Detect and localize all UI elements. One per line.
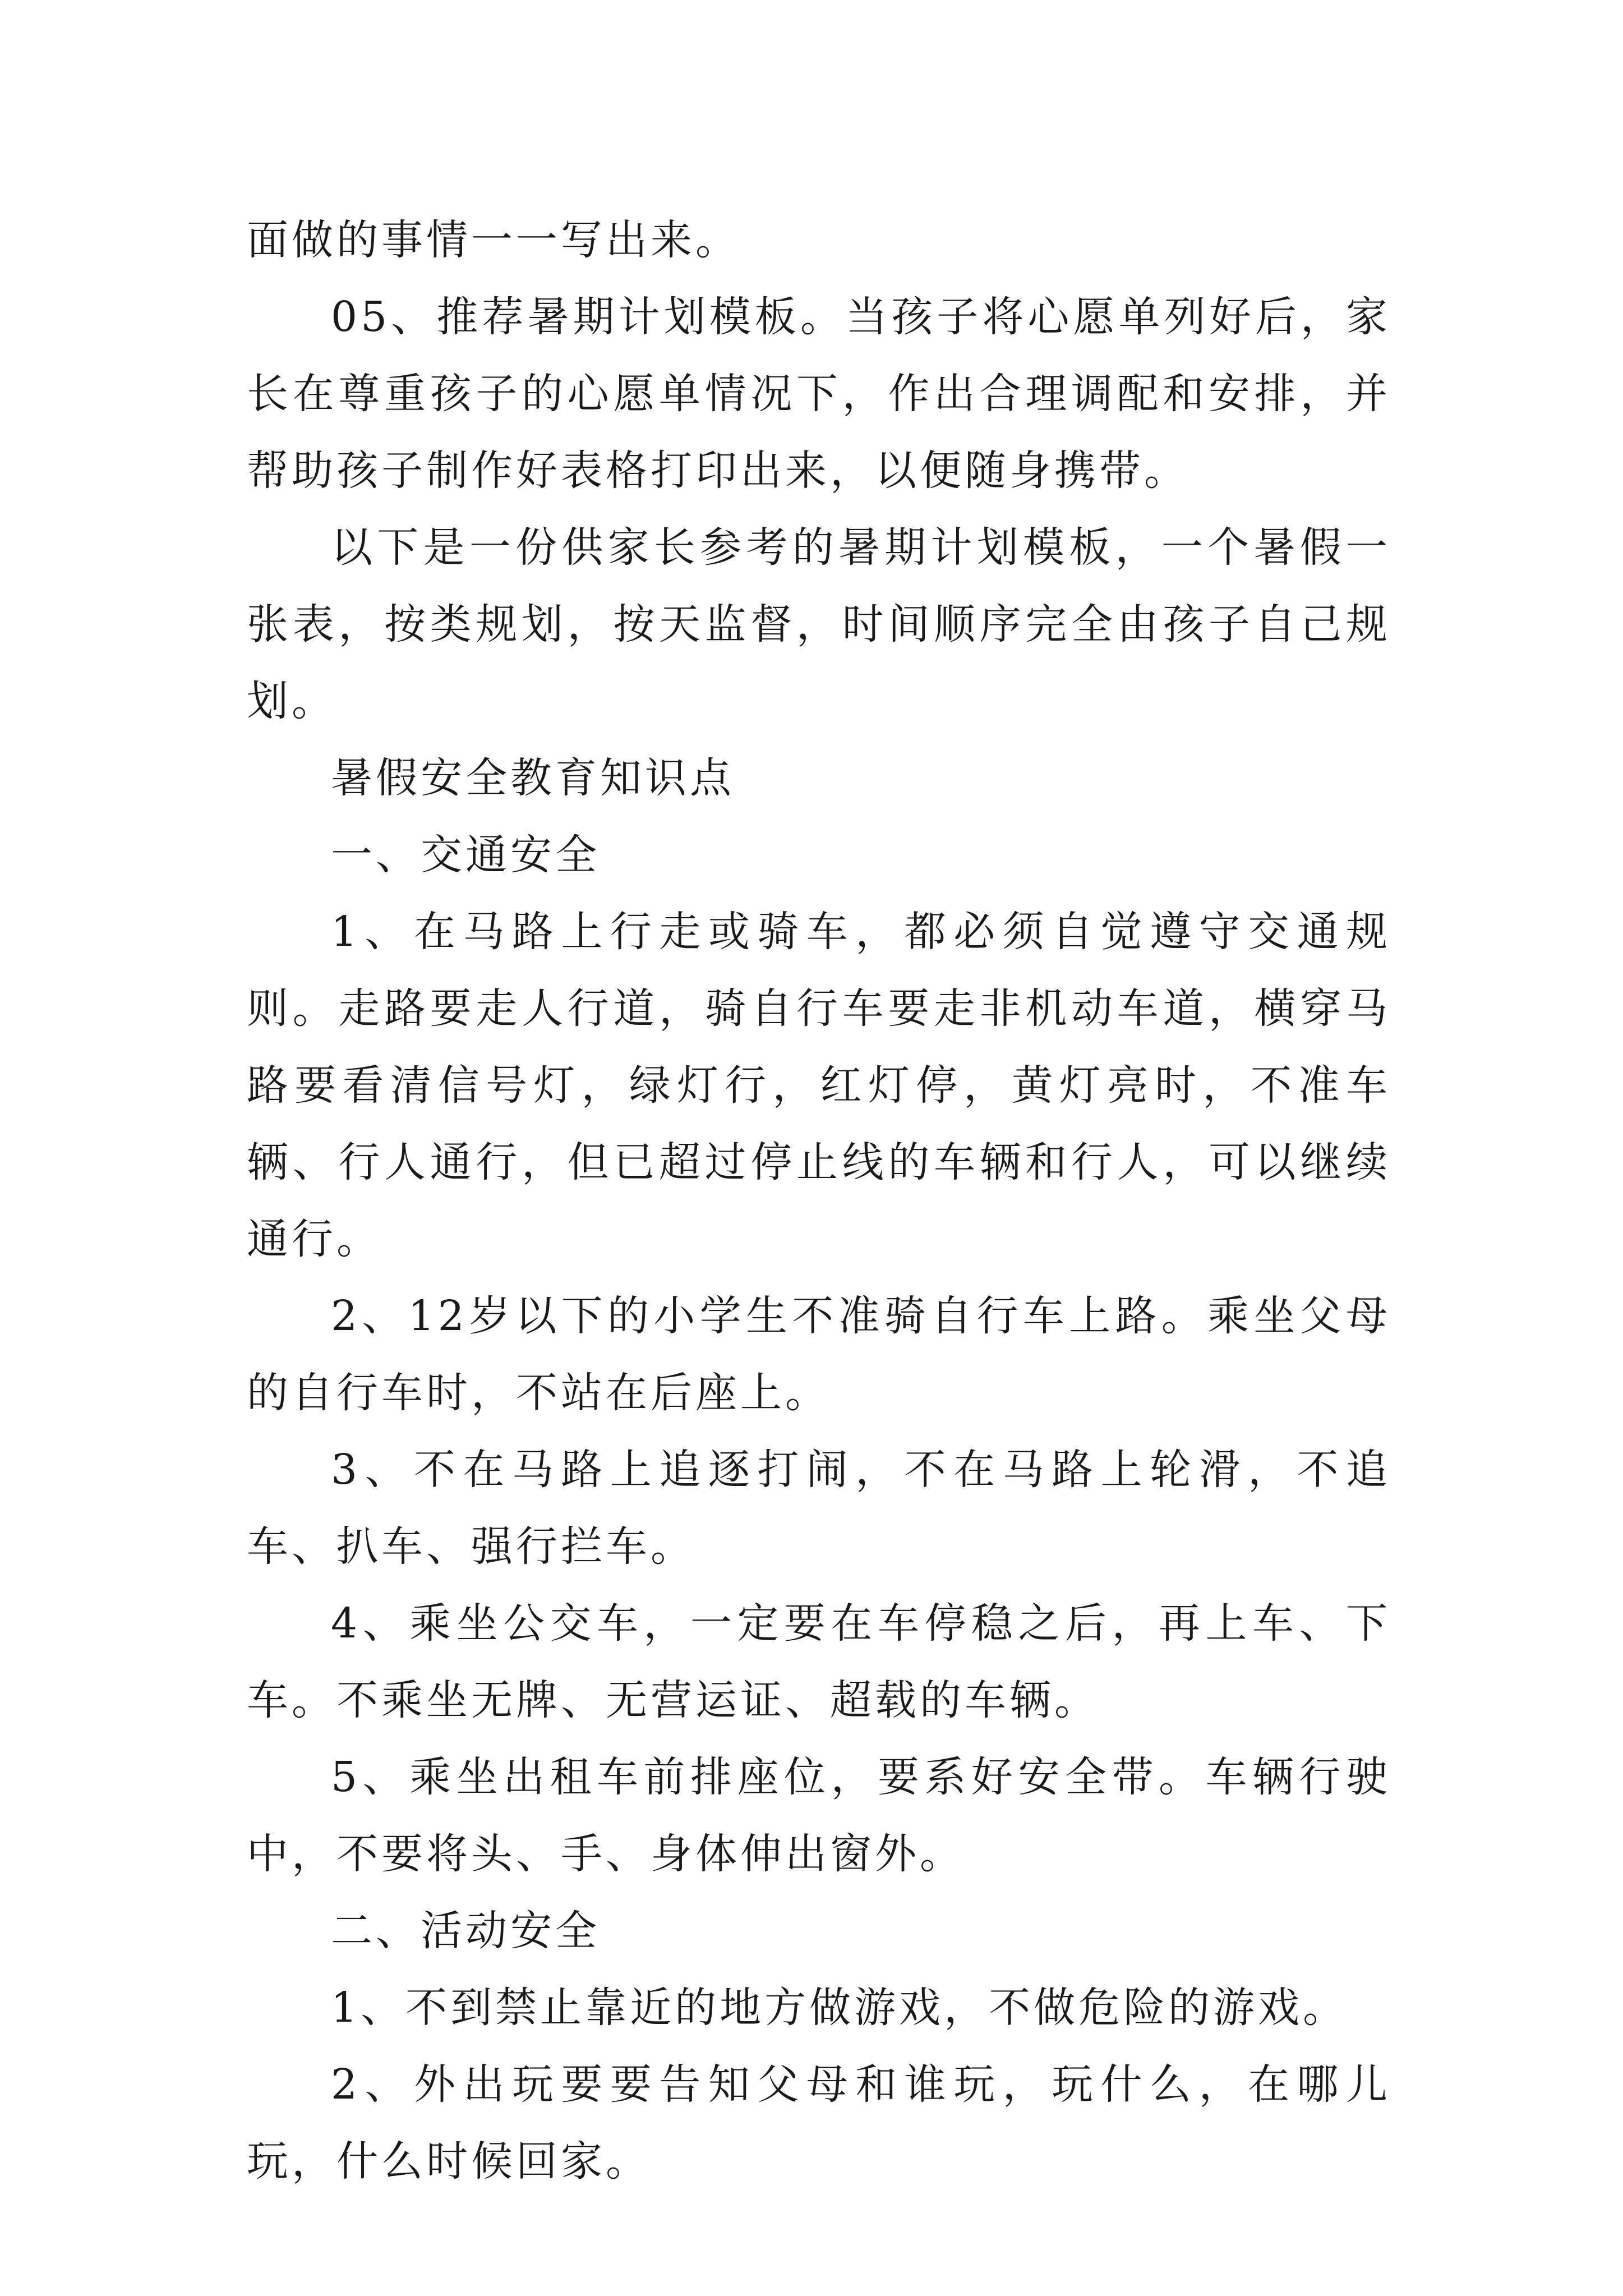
- paragraph-continuation: 面做的事情一一写出来。: [247, 216, 740, 264]
- traffic-rule-2: 2、12岁以下的小学生不准骑自行车上路。乘坐父母的自行车时，不站在后座上。: [247, 1292, 1391, 1417]
- subheading-traffic-safety: 一、交通安全: [331, 831, 600, 879]
- subheading-activity-safety: 二、活动安全: [331, 1907, 600, 1955]
- activity-rule-2: 2、外出玩要要告知父母和谁玩，玩什么，在哪儿玩，什么时候回家。: [247, 2060, 1391, 2185]
- traffic-rule-5: 5、乘坐出租车前排座位，要系好安全带。车辆行驶中，不要将头、手、身体伸出窗外。: [247, 1753, 1391, 1878]
- traffic-rule-1: 1、在马路上行走或骑车，都必须自觉遵守交通规则。走路要走人行道，骑自行车要走非机动车道，横穿马路要看清信号灯，绿灯行，红灯停，黄灯亮时，不准车辆、行人通行，但已超过停止线的车辆和行人，可以继续通行。: [247, 908, 1391, 1263]
- activity-rule-1: 1、不到禁止靠近的地方做游戏，不做危险的游戏。: [331, 1984, 1348, 2032]
- traffic-rule-3: 3、不在马路上追逐打闹，不在马路上轮滑，不追车、扒车、强行拦车。: [247, 1446, 1391, 1571]
- section-heading-safety: 暑假安全教育知识点: [331, 754, 735, 802]
- document-body: [247, 202, 1391, 2200]
- paragraph-template-intro: 以下是一份供家长参考的暑期计划模板，一个暑假一张表，按类规划，按天监督，时间顺序完全由孩子自己规划。: [247, 523, 1391, 725]
- traffic-rule-4: 4、乘坐公交车，一定要在车停稳之后，再上车、下车。不乘坐无牌、无营运证、超载的车辆。: [247, 1599, 1391, 1724]
- paragraph-template-recommendation: 05、推荐暑期计划模板。当孩子将心愿单列好后，家长在尊重孩子的心愿单情况下，作出合理调配和安排，并帮助孩子制作好表格打印出来，以便随身携带。: [247, 293, 1391, 495]
